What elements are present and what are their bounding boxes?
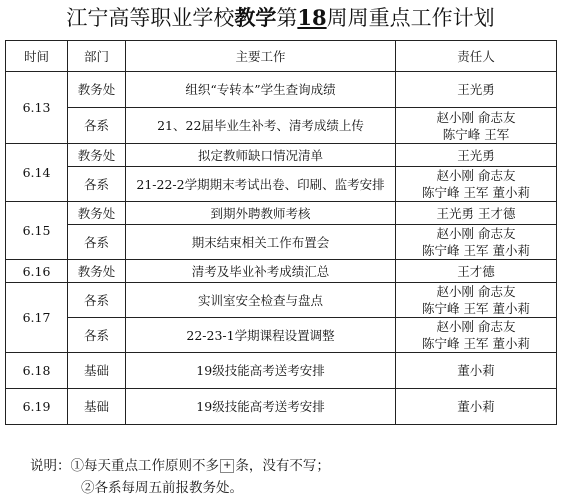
- work-cell: 19级技能高考送考安排: [126, 353, 396, 389]
- people-line: 陈宁峰 王军 董小莉: [422, 185, 530, 200]
- people-line: 赵小刚 俞志友: [436, 284, 516, 299]
- title-middle: 第: [276, 6, 298, 30]
- table-row: [6, 72, 557, 108]
- time-cell: 6.16: [6, 260, 68, 283]
- time-cell: 6.13: [6, 72, 68, 144]
- work-cell: 拟定教师缺口情况清单: [126, 144, 396, 167]
- header-time: 时间: [6, 41, 68, 72]
- dept-cell: 各系: [68, 108, 126, 144]
- people-cell: [396, 72, 557, 108]
- people-line: 陈宁峰 王军: [442, 126, 510, 142]
- plan-table: [5, 40, 557, 425]
- table-row: [6, 353, 557, 389]
- people-cell: [396, 318, 557, 353]
- work-cell: 21、22届毕业生补考、清考成绩上传: [126, 108, 396, 144]
- table-row: [6, 144, 557, 167]
- people-line: 陈宁峰 王军 董小莉: [422, 243, 530, 258]
- dept-cell: 各系: [68, 283, 126, 318]
- time-cell: 6.17: [6, 283, 68, 353]
- table-header-row: [6, 41, 557, 72]
- dept-cell: 基础: [68, 353, 126, 389]
- dept-cell: 教务处: [68, 144, 126, 167]
- people-line: 陈宁峰 王军 董小莉: [422, 336, 530, 351]
- work-cell: 清考及毕业补考成绩汇总: [126, 260, 396, 283]
- people-cell: [396, 202, 557, 225]
- dept-cell: 各系: [68, 167, 126, 202]
- people-line: 赵小刚 俞志友: [436, 168, 516, 183]
- time-cell: 6.19: [6, 389, 68, 425]
- note-line-1: [30, 455, 330, 477]
- dept-cell: 各系: [68, 318, 126, 353]
- work-cell: 到期外聘教师考核: [126, 202, 396, 225]
- header-main-work: 主要工作: [126, 41, 396, 72]
- note-1-text-b: 条，没有不写；: [235, 458, 330, 474]
- time-cell: 6.15: [6, 202, 68, 260]
- people-line: 赵小刚 俞志友: [436, 226, 516, 241]
- table-row: [6, 318, 557, 353]
- people-cell: [396, 353, 557, 389]
- table-row: [6, 167, 557, 202]
- table-row: [6, 108, 557, 144]
- people-cell: [396, 225, 557, 260]
- work-cell: 19级技能高考送考安排: [126, 389, 396, 425]
- dept-cell: 教务处: [68, 202, 126, 225]
- header-responsible: 责任人: [396, 41, 557, 72]
- dept-cell: 各系: [68, 225, 126, 260]
- title-suffix: 周周重点工作计划: [326, 6, 495, 30]
- work-cell: 实训室安全检查与盘点: [126, 283, 396, 318]
- people-cell: [396, 389, 557, 425]
- people-line: 董小莉: [457, 363, 495, 378]
- people-line: 王光勇: [457, 147, 495, 163]
- time-cell: 6.18: [6, 353, 68, 389]
- people-line: 赵小刚 俞志友: [436, 319, 516, 334]
- work-cell: 21-22-2学期期末考试出卷、印刷、监考安排: [126, 167, 396, 202]
- people-cell: [396, 283, 557, 318]
- title-prefix: 江宁高等职业学校: [66, 6, 235, 30]
- work-cell: 期末结束相关工作布置会: [126, 225, 396, 260]
- note-line-2: ②各系每周五前报教务处。: [81, 480, 243, 496]
- dept-cell: 基础: [68, 389, 126, 425]
- people-cell: [396, 144, 557, 167]
- table-row: [6, 389, 557, 425]
- title-week-number: 18: [297, 5, 327, 30]
- note-mark: +: [220, 459, 234, 473]
- notes: [30, 455, 330, 499]
- dept-cell: 教务处: [68, 260, 126, 283]
- people-line: 王光勇 王才德: [436, 205, 516, 221]
- table-row: [6, 260, 557, 283]
- time-cell: 6.14: [6, 144, 68, 202]
- page-title: [0, 2, 561, 34]
- table-row: [6, 202, 557, 225]
- table-row: [6, 225, 557, 260]
- table-row: [6, 283, 557, 318]
- header-department: 部门: [68, 41, 126, 72]
- people-line: 陈宁峰 王军 董小莉: [422, 301, 530, 316]
- work-cell: 组织“专转本”学生查询成绩: [126, 72, 396, 108]
- people-line: 王才德: [457, 263, 495, 279]
- people-cell: [396, 108, 557, 144]
- people-line: 董小莉: [457, 399, 495, 414]
- note-1-text-a: 说明：①每天重点工作原则不多: [30, 458, 219, 474]
- work-cell: 22-23-1学期课程设置调整: [126, 318, 396, 353]
- people-line: 王光勇: [457, 82, 495, 97]
- people-cell: [396, 260, 557, 283]
- title-bold: 教学: [234, 5, 277, 30]
- people-line: 赵小刚 俞志友: [436, 109, 516, 125]
- people-cell: [396, 167, 557, 202]
- dept-cell: 教务处: [68, 72, 126, 108]
